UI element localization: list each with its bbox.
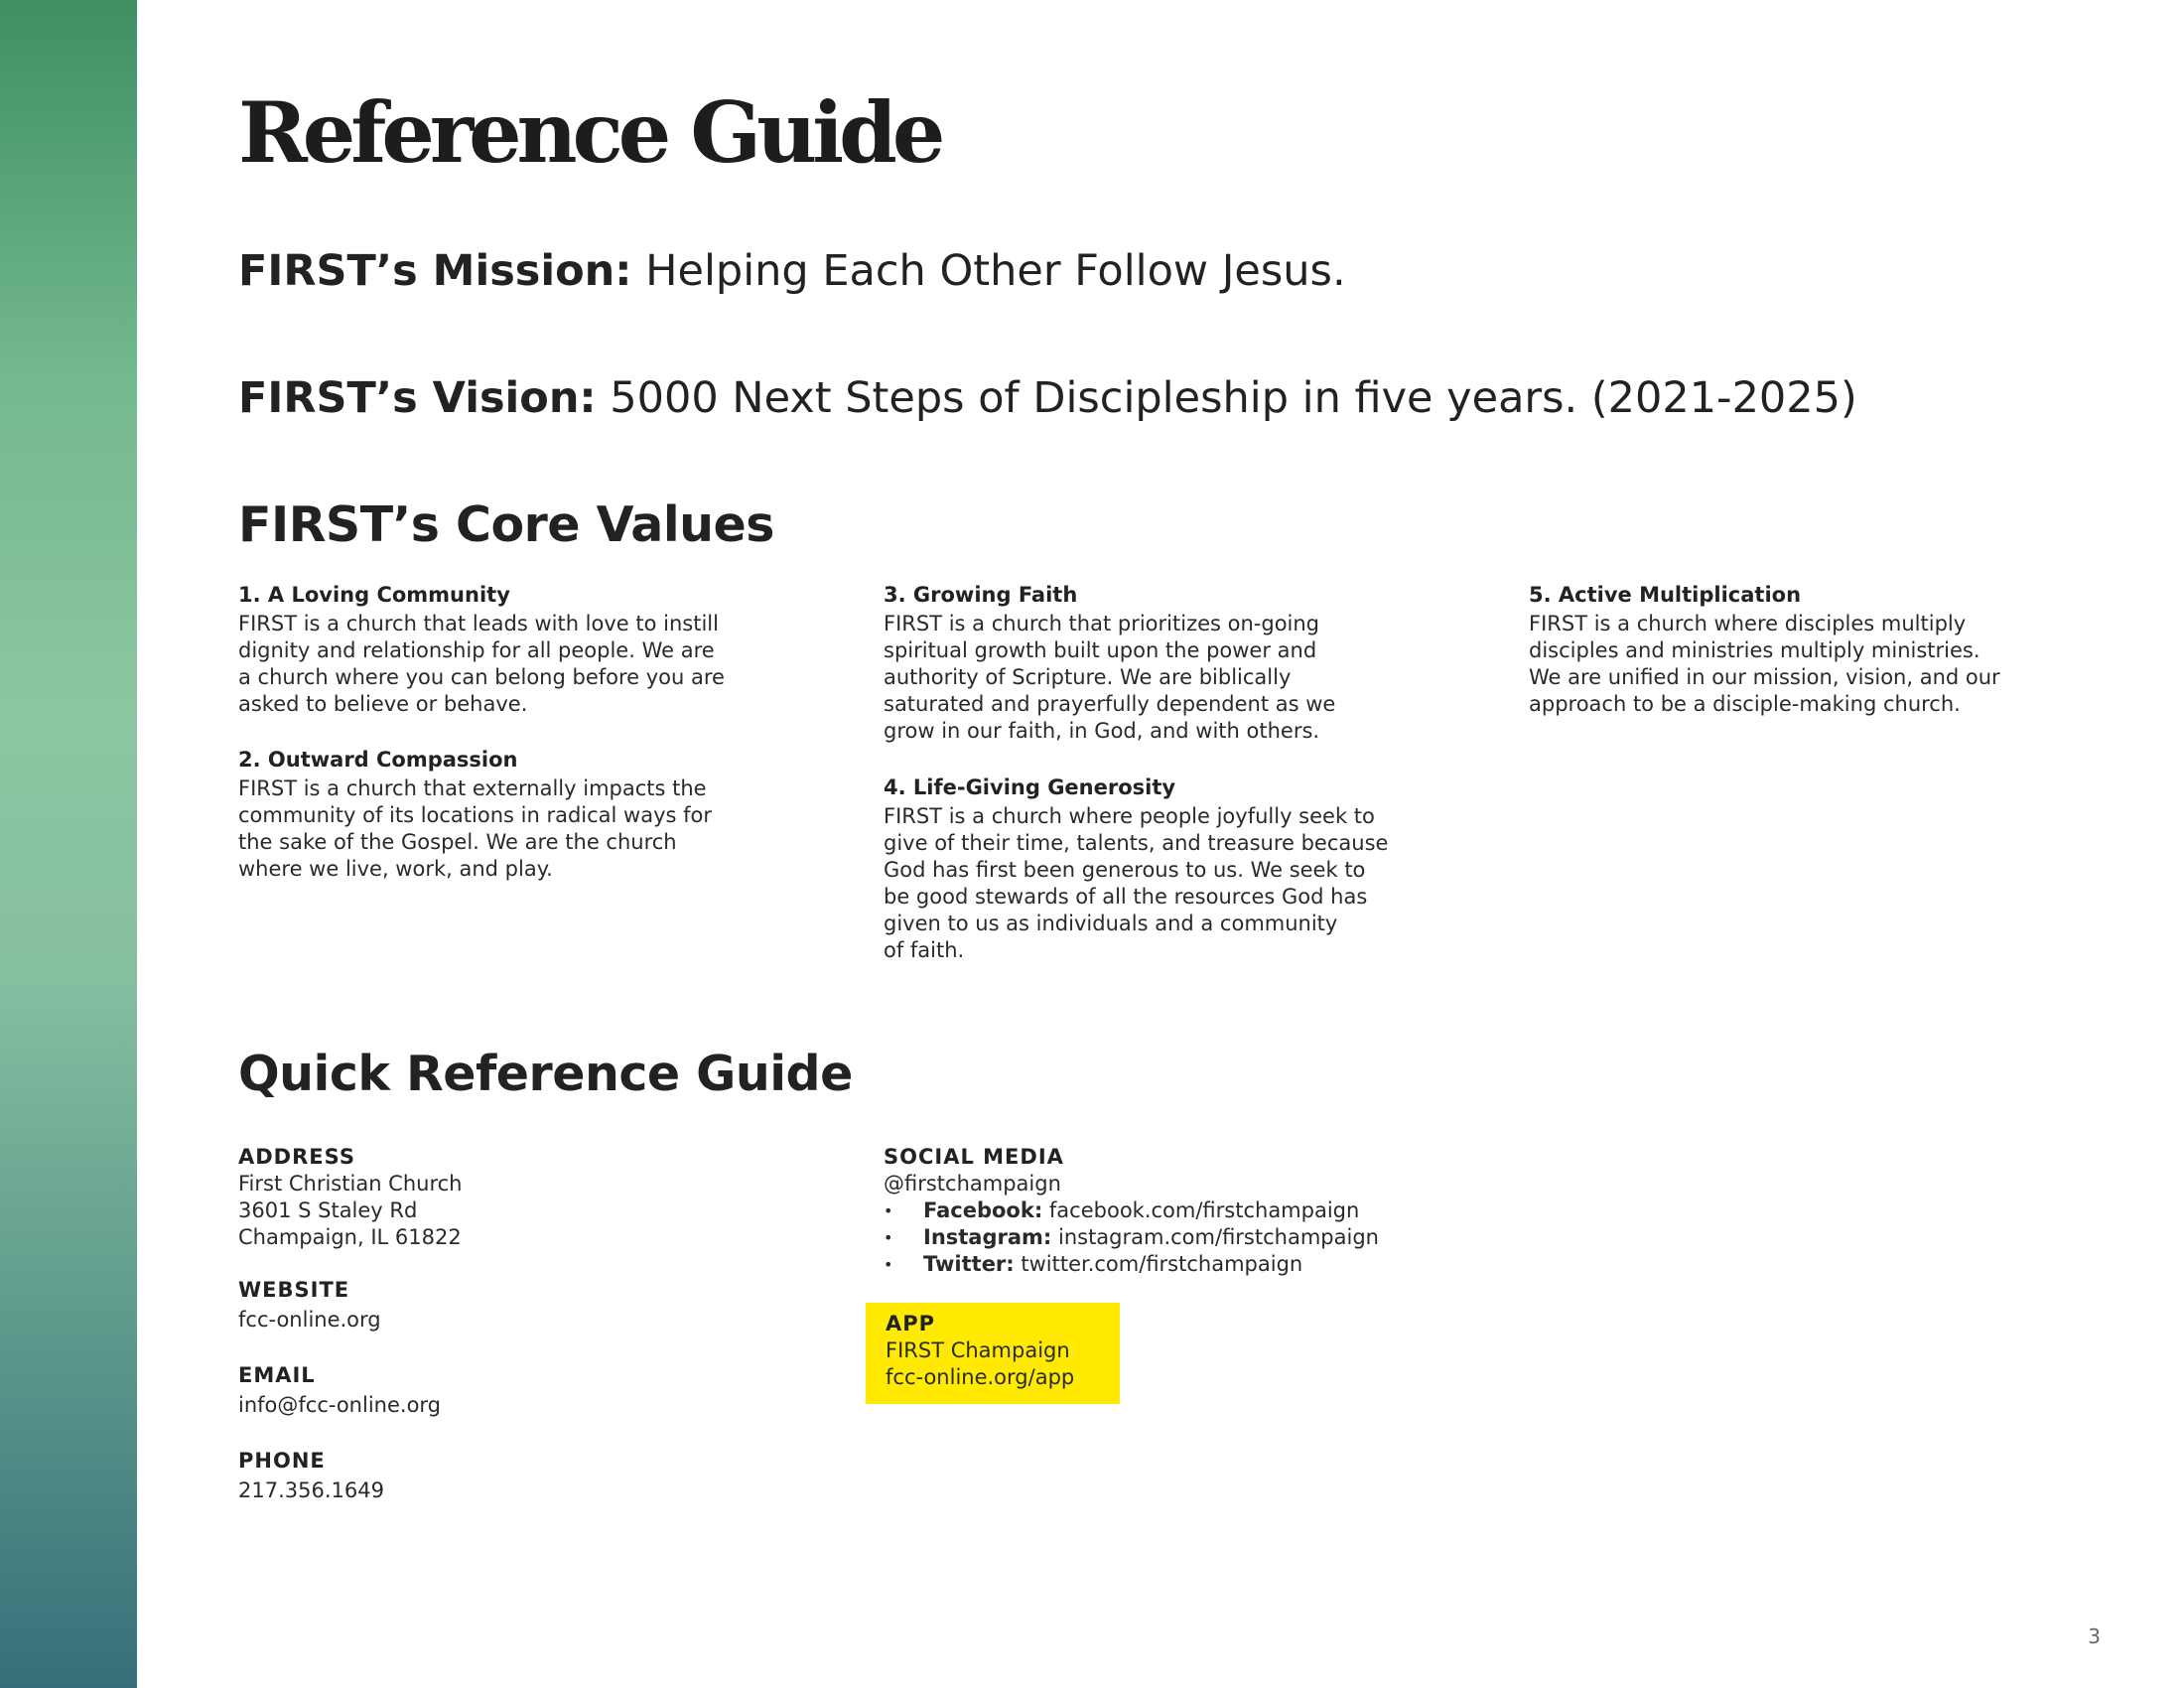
website-block <box>238 1277 794 1334</box>
social-link-label: Twitter: <box>923 1252 1015 1276</box>
social-media-block <box>884 1144 1439 1278</box>
core-value-line: FIRST is a church that leads with love to instill <box>238 612 719 635</box>
core-value-body <box>238 611 794 718</box>
social-link-instagram[interactable] <box>884 1224 1439 1251</box>
core-value-line: FIRST is a church that externally impacts the <box>238 776 707 800</box>
core-value-line: the sake of the Gospel. We are the church <box>238 830 677 854</box>
social-link-label: Facebook: <box>923 1198 1043 1222</box>
core-value-line: saturated and prayerfully dependent as we <box>884 692 1336 716</box>
core-value-line: be good stewards of all the resources God has <box>884 885 1368 909</box>
core-value-line: given to us as individuals and a community <box>884 912 1338 935</box>
core-value-title: 3. Growing Faith <box>884 583 1078 607</box>
core-value-title: 2. Outward Compassion <box>238 748 518 772</box>
core-value-line: FIRST is a church where people joyfully seek to <box>884 804 1375 828</box>
address-label: ADDRESS <box>238 1145 355 1169</box>
address-block <box>238 1144 794 1251</box>
core-value-line: dignity and relationship for all people. We are <box>238 638 715 662</box>
page-title: Reference Guide <box>238 83 941 182</box>
core-values-heading: FIRST’s Core Values <box>238 496 774 553</box>
vision-text: 5000 Next Steps of Discipleship in five years. (2021-2025) <box>596 373 1857 423</box>
mission-label: FIRST’s Mission: <box>238 246 632 296</box>
core-value-line: a church where you can belong before you are <box>238 665 725 689</box>
address-line: First Christian Church <box>238 1172 463 1196</box>
vision-label: FIRST’s Vision: <box>238 373 597 423</box>
mission-statement <box>238 246 1346 298</box>
core-value-3 <box>884 582 1439 745</box>
core-value-line: community of its locations in radical ways for <box>238 803 713 827</box>
address-line: Champaign, IL 61822 <box>238 1225 462 1249</box>
core-value-line: where we live, work, and play. <box>238 857 553 881</box>
core-value-line: authority of Scripture. We are biblically <box>884 665 1292 689</box>
phone-label: PHONE <box>238 1449 326 1473</box>
core-value-line: spiritual growth built upon the power and <box>884 638 1317 662</box>
core-value-line: God has first been generous to us. We seek to <box>884 858 1366 882</box>
core-value-4 <box>884 774 1439 964</box>
core-value-line: approach to be a disciple-making church. <box>1529 692 1961 716</box>
core-value-1 <box>238 582 794 718</box>
core-value-title: 4. Life-Giving Generosity <box>884 775 1176 799</box>
side-gradient-band <box>0 0 137 1688</box>
core-value-2 <box>238 747 794 883</box>
vision-statement <box>238 373 1857 425</box>
address-line: 3601 S Staley Rd <box>238 1198 418 1222</box>
app-url[interactable]: fcc-online.org/app <box>886 1365 1075 1389</box>
email-link[interactable]: info@fcc-online.org <box>238 1393 442 1417</box>
core-value-line: FIRST is a church where disciples multiply <box>1529 612 1967 635</box>
mission-text: Helping Each Other Follow Jesus. <box>631 246 1346 296</box>
core-value-body <box>884 803 1439 964</box>
app-name: FIRST Champaign <box>886 1338 1070 1362</box>
website-link[interactable]: fcc-online.org <box>238 1308 381 1332</box>
phone-number[interactable]: 217.356.1649 <box>238 1478 384 1502</box>
core-value-body <box>1529 611 2105 718</box>
core-value-title: 1. A Loving Community <box>238 583 510 607</box>
core-value-line: of faith. <box>884 938 965 962</box>
social-media-label: SOCIAL MEDIA <box>884 1145 1064 1169</box>
core-value-line: asked to believe or behave. <box>238 692 528 716</box>
core-value-body <box>238 775 794 883</box>
core-value-line: We are unified in our mission, vision, and our <box>1529 665 2000 689</box>
app-label: APP <box>886 1312 936 1336</box>
phone-block <box>238 1448 794 1504</box>
social-link-facebook[interactable] <box>884 1197 1439 1224</box>
website-label: WEBSITE <box>238 1278 350 1302</box>
core-value-5 <box>1529 582 2105 718</box>
social-link-label: Instagram: <box>923 1225 1052 1249</box>
core-value-line: grow in our faith, in God, and with others. <box>884 719 1320 743</box>
app-highlight-box <box>866 1303 1120 1404</box>
core-value-line: give of their time, talents, and treasure because <box>884 831 1389 855</box>
core-value-title: 5. Active Multiplication <box>1529 583 1802 607</box>
social-link-url: facebook.com/firstchampaign <box>1042 1198 1360 1222</box>
email-block <box>238 1362 794 1419</box>
core-value-line: disciples and ministries multiply ministries. <box>1529 638 1980 662</box>
social-handle: @firstchampaign <box>884 1172 1061 1196</box>
quick-reference-heading: Quick Reference Guide <box>238 1046 853 1102</box>
social-link-url: twitter.com/firstchampaign <box>1014 1252 1303 1276</box>
email-label: EMAIL <box>238 1363 316 1387</box>
core-value-line: FIRST is a church that prioritizes on-going <box>884 612 1320 635</box>
social-link-url: instagram.com/firstchampaign <box>1051 1225 1379 1249</box>
core-value-body <box>884 611 1439 745</box>
page-number: 3 <box>2088 1624 2101 1648</box>
social-link-twitter[interactable] <box>884 1251 1439 1278</box>
social-links-list <box>884 1197 1439 1278</box>
